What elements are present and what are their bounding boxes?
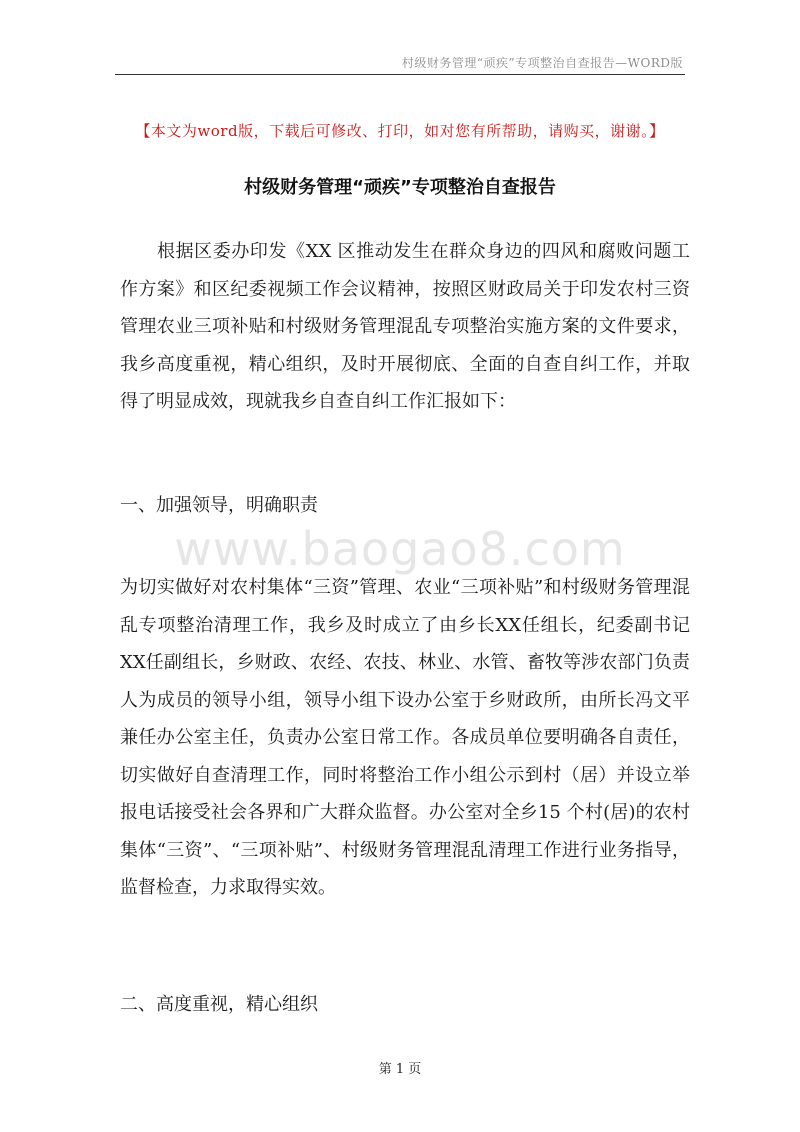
watermark: www.baogao8.com [174, 522, 626, 576]
section-1-paragraph: 为切实做好对农村集体“三资”管理、农业“三项补贴”和村级财务管理混乱专项整治清理工作，我乡及时成立了由乡长XX任组长，纪委副书记XX任副组长，乡财政、农经、农技、林业、水管、畜牧等涉农部门负责人为成员的领导小组，领导小组下设办公室于乡财政所，由所长冯文平兼任办公室主任，负责办公室日常工作。各成员单位要明确各自责任，切实做好自查清理工作，同时将整治工作小组公示到村（居）并设立举报电话接受社会各界和广大群众监督。办公室对全乡15 个村(居)的农村集体“三资”、“三项补贴”、村级财务管理混乱清理工作进行业务指导，监督检查，力求取得实效。 [120, 577, 690, 898]
download-notice: 【本文为word版，下载后可修改、打印，如对您有所帮助，请购买，谢谢。】 [135, 122, 665, 140]
section-heading-1: 一、加强领导，明确职责 [120, 495, 318, 516]
intro-paragraph: 根据区委办印发《XX 区推动发生在群众身边的四风和腐败问题工作方案》和区纪委视频工作会议精神，按照区财政局关于印发农村三资管理农业三项补贴和村级财务管理混乱专项整治实施方案的文件要求，我乡高度重视，精心组织，及时开展彻底、全面的自查自纠工作，并取得了明显成效，现就我乡自查自纠工作汇报如下： [120, 241, 690, 412]
document-title: 村级财务管理“顽疾”专项整治自查报告 [244, 177, 556, 198]
header-divider [115, 74, 685, 75]
section-heading-2: 二、高度重视，精心组织 [120, 994, 318, 1015]
page-number: 第 1 页 [378, 1062, 422, 1077]
running-header: 村级财务管理“顽疾”专项整治自查报告—WORD版 [401, 56, 683, 70]
